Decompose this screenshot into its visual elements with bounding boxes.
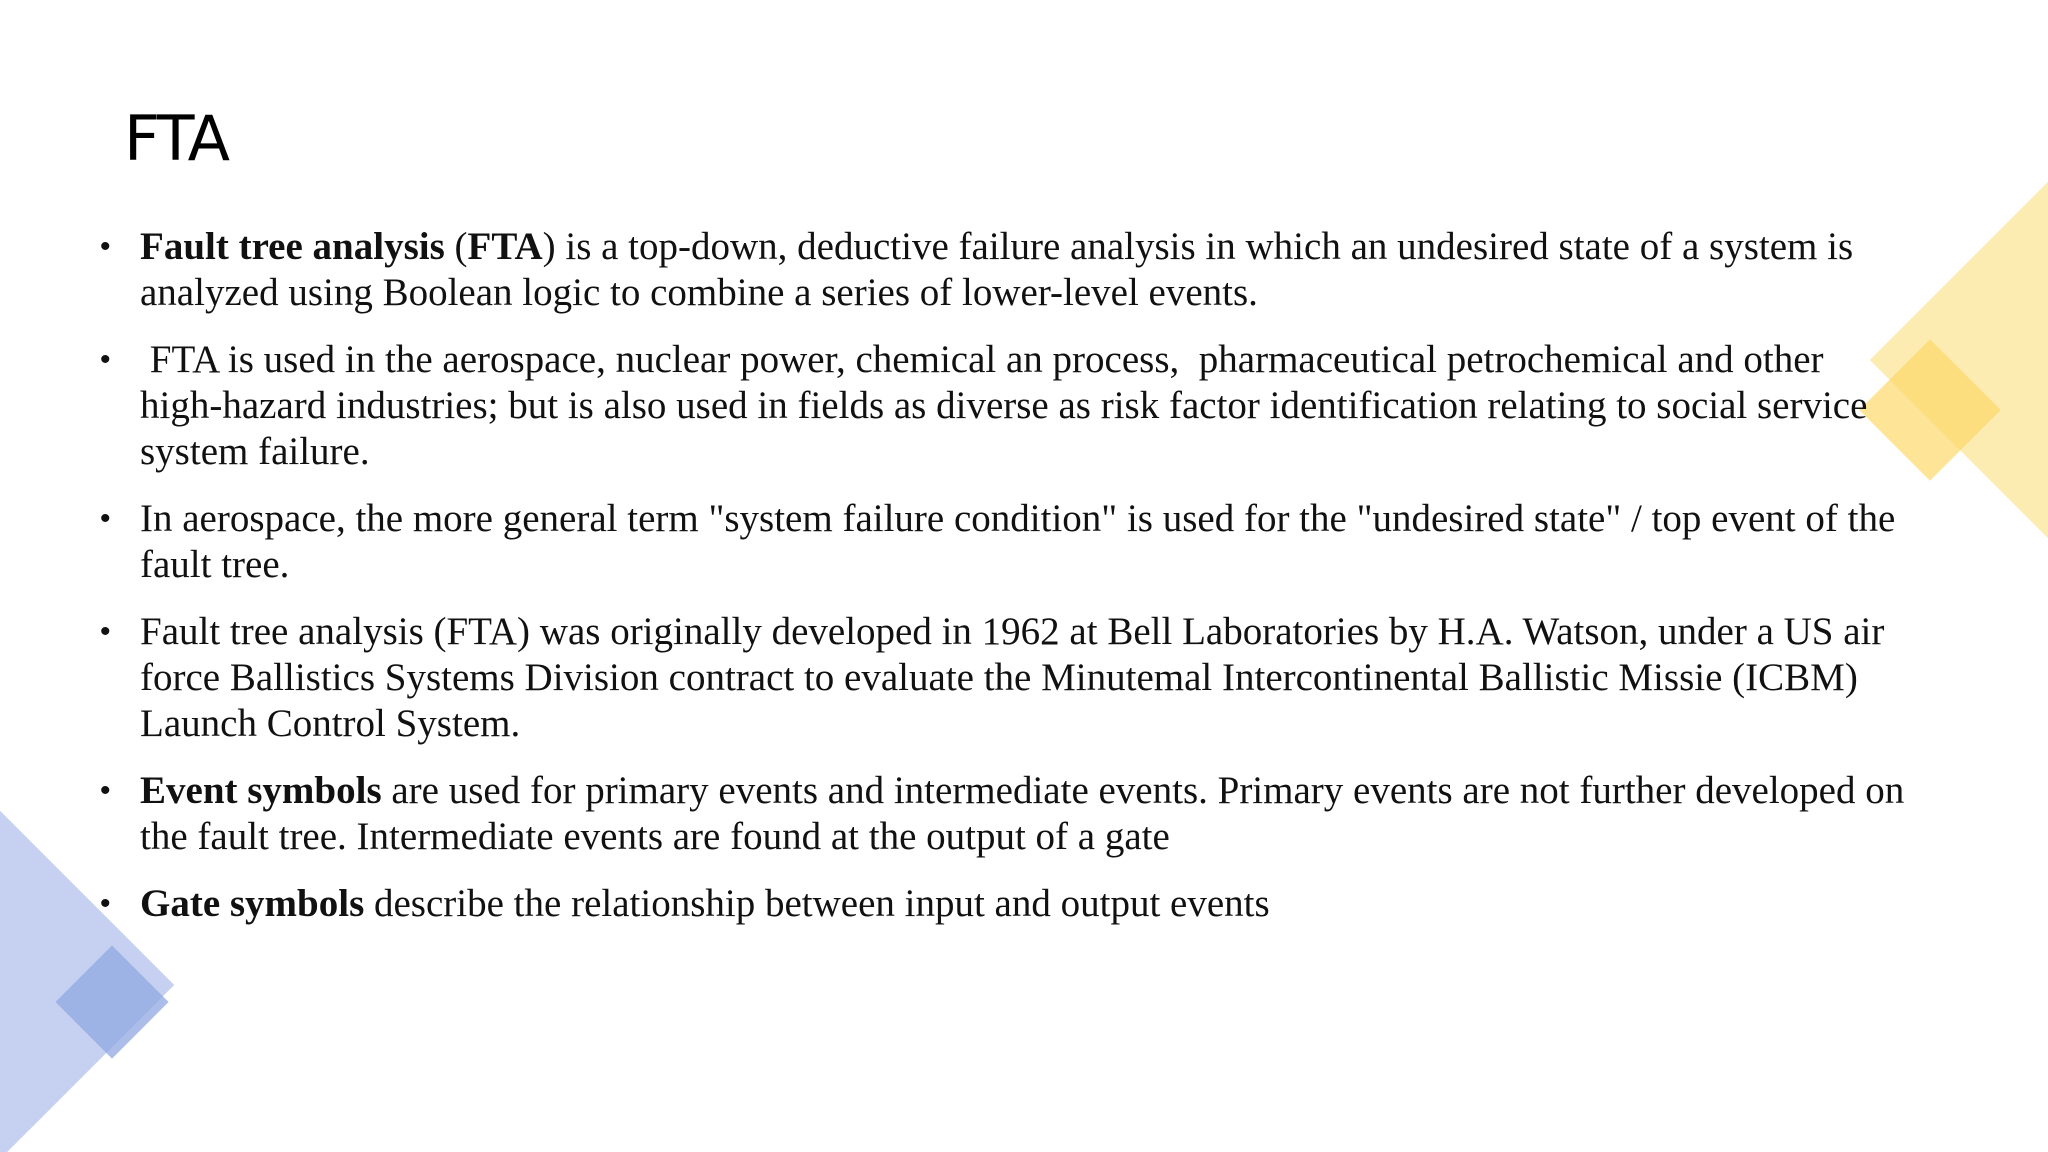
bullet-text: describe the relationship between input and output events [364, 882, 1270, 925]
bullet-item-gate-symbols [100, 881, 1910, 927]
bullet-icon: • [100, 230, 111, 263]
bullet-text: ) is a top-down, deductive failure analysis in which an undesired state of a system is analyzed using Boolean logic to combine a series of lower-level events. [140, 225, 1854, 314]
bullet-item-aerospace [100, 496, 1910, 588]
bullet-icon: • [100, 615, 111, 648]
bullet-item-event-symbols [100, 768, 1910, 860]
term-gate-symbols: Gate symbols [140, 882, 365, 925]
bullet-icon: • [100, 502, 111, 535]
term-event-symbols: Event symbols [140, 769, 382, 812]
term-fault-tree-analysis: Fault tree analysis [140, 225, 445, 268]
bullet-list [100, 224, 1910, 948]
bullet-icon: • [100, 887, 111, 920]
bullet-item-history [100, 609, 1910, 747]
bullet-icon: • [100, 343, 111, 376]
bullet-text: are used for primary events and intermediate events. Primary events are not further developed on the fault tree. Intermediate events are found at the output of a gate [140, 769, 1905, 858]
slide-title: FTA [124, 102, 229, 175]
bullet-text: In aerospace, the more general term "system failure condition" is used for the "undesired state" / top event of the fault tree. [140, 497, 1896, 586]
bullet-text: FTA is used in the aerospace, nuclear power, chemical an process, pharmaceutical petrochemical and other high-hazard industries; but is also used in fields as diverse as risk factor identification relating to social service system failure. [140, 338, 1878, 473]
term-fta: FTA [467, 225, 543, 268]
bullet-item-definition [100, 224, 1910, 316]
bullet-icon: • [100, 774, 111, 807]
bullet-text: Fault tree analysis (FTA) was originally developed in 1962 at Bell Laboratories by H.A. Watson, under a US air force Ballistics Systems Division contract to evaluate the Minutemal Intercontinental Ballistic Missie (ICBM) Launch Control System. [140, 610, 1885, 745]
bullet-text: ( [444, 225, 468, 268]
bullet-item-industries [100, 337, 1910, 475]
